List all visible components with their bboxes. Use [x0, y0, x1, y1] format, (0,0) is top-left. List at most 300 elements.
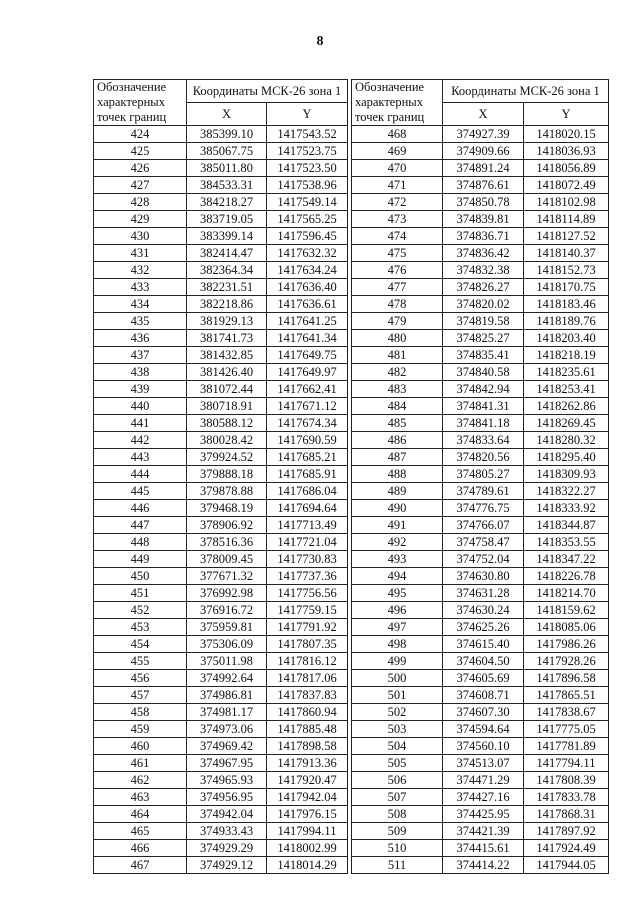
coord-x-cell: 374841.31 — [443, 398, 524, 415]
coord-y-cell: 1417713.49 — [267, 517, 348, 534]
point-number-cell: 446 — [94, 500, 187, 517]
coord-y-cell: 1418218.19 — [524, 347, 609, 364]
point-number-cell: 435 — [94, 313, 187, 330]
coord-y-cell: 1417986.26 — [524, 636, 609, 653]
coord-y-cell: 1417523.50 — [267, 160, 348, 177]
coord-y-cell: 1417781.89 — [524, 738, 609, 755]
table-row — [94, 619, 348, 636]
point-number-cell: 436 — [94, 330, 187, 347]
table-row — [94, 143, 348, 160]
point-number-cell: 456 — [94, 670, 187, 687]
coord-x-cell: 374425.95 — [443, 806, 524, 823]
point-number-cell: 477 — [352, 279, 443, 296]
table-row — [352, 534, 609, 551]
table-row — [352, 585, 609, 602]
coord-x-cell: 375011.98 — [187, 653, 267, 670]
table-row — [94, 177, 348, 194]
table-row — [352, 840, 609, 857]
coord-y-cell: 1418114.89 — [524, 211, 609, 228]
table-row — [94, 636, 348, 653]
coord-y-cell: 1417674.34 — [267, 415, 348, 432]
table-row — [352, 483, 609, 500]
point-number-cell: 460 — [94, 738, 187, 755]
point-number-cell: 486 — [352, 432, 443, 449]
coord-y-cell: 1417756.56 — [267, 585, 348, 602]
point-number-cell: 450 — [94, 568, 187, 585]
coord-x-cell: 374835.41 — [443, 347, 524, 364]
coordinates-table-left — [93, 79, 348, 874]
coord-y-cell: 1417671.12 — [267, 398, 348, 415]
coord-y-cell: 1417549.14 — [267, 194, 348, 211]
point-number-cell: 426 — [94, 160, 187, 177]
coord-x-cell: 379878.88 — [187, 483, 267, 500]
coord-x-cell: 384218.27 — [187, 194, 267, 211]
point-number-cell: 487 — [352, 449, 443, 466]
table-row — [352, 857, 609, 874]
point-number-cell: 454 — [94, 636, 187, 653]
coord-x-cell: 374842.94 — [443, 381, 524, 398]
coord-x-cell: 384533.31 — [187, 177, 267, 194]
coord-y-cell: 1418344.87 — [524, 517, 609, 534]
coord-y-cell: 1418014.29 — [267, 857, 348, 874]
point-number-cell: 478 — [352, 296, 443, 313]
table-row — [94, 721, 348, 738]
coord-y-cell: 1418295.40 — [524, 449, 609, 466]
table-row — [352, 772, 609, 789]
table-row — [94, 313, 348, 330]
point-number-cell: 439 — [94, 381, 187, 398]
table-row — [352, 738, 609, 755]
point-number-cell: 441 — [94, 415, 187, 432]
table-row — [352, 364, 609, 381]
point-number-cell: 502 — [352, 704, 443, 721]
coord-x-cell: 374986.81 — [187, 687, 267, 704]
coord-x-cell: 374560.10 — [443, 738, 524, 755]
point-number-cell: 429 — [94, 211, 187, 228]
point-number-cell: 444 — [94, 466, 187, 483]
point-number-cell: 500 — [352, 670, 443, 687]
point-number-cell: 438 — [94, 364, 187, 381]
table-row — [94, 398, 348, 415]
coord-x-cell: 374909.66 — [443, 143, 524, 160]
table-row — [94, 330, 348, 347]
coord-y-cell: 1418309.93 — [524, 466, 609, 483]
point-number-cell: 496 — [352, 602, 443, 619]
header-coordinates: Координаты МСК-26 зона 1 — [443, 80, 609, 103]
coord-y-cell: 1418353.55 — [524, 534, 609, 551]
point-number-cell: 447 — [94, 517, 187, 534]
coord-y-cell: 1418102.98 — [524, 194, 609, 211]
table-row — [94, 449, 348, 466]
coord-y-cell: 1417976.15 — [267, 806, 348, 823]
table-row — [352, 602, 609, 619]
point-number-cell: 437 — [94, 347, 187, 364]
coord-x-cell: 378009.45 — [187, 551, 267, 568]
coord-x-cell: 374929.29 — [187, 840, 267, 857]
point-number-cell: 445 — [94, 483, 187, 500]
point-number-cell: 431 — [94, 245, 187, 262]
coord-x-cell: 374594.64 — [443, 721, 524, 738]
table-row — [352, 381, 609, 398]
table-row — [94, 500, 348, 517]
coord-y-cell: 1417634.24 — [267, 262, 348, 279]
table-row — [352, 755, 609, 772]
coord-x-cell: 379888.18 — [187, 466, 267, 483]
table-row — [94, 704, 348, 721]
coord-y-cell: 1418262.86 — [524, 398, 609, 415]
coord-x-cell: 382364.34 — [187, 262, 267, 279]
coord-x-cell: 374630.24 — [443, 602, 524, 619]
coord-x-cell: 374942.04 — [187, 806, 267, 823]
coord-x-cell: 374956.95 — [187, 789, 267, 806]
header-point-designation: Обозначение характерных точек границ — [94, 80, 187, 126]
table-row — [352, 500, 609, 517]
point-number-cell: 470 — [352, 160, 443, 177]
table-row — [352, 449, 609, 466]
coord-x-cell: 374805.27 — [443, 466, 524, 483]
header-x: X — [187, 103, 267, 126]
point-number-cell: 432 — [94, 262, 187, 279]
point-number-cell: 482 — [352, 364, 443, 381]
coord-y-cell: 1417694.64 — [267, 500, 348, 517]
point-number-cell: 453 — [94, 619, 187, 636]
table-row — [94, 551, 348, 568]
point-number-cell: 509 — [352, 823, 443, 840]
coord-x-cell: 374981.17 — [187, 704, 267, 721]
table-row — [94, 364, 348, 381]
point-number-cell: 424 — [94, 126, 187, 143]
header-x: X — [443, 103, 524, 126]
point-number-cell: 425 — [94, 143, 187, 160]
coord-y-cell: 1418253.41 — [524, 381, 609, 398]
table-row — [94, 347, 348, 364]
coord-y-cell: 1417632.32 — [267, 245, 348, 262]
point-number-cell: 467 — [94, 857, 187, 874]
point-number-cell: 472 — [352, 194, 443, 211]
coordinates-table-right — [351, 79, 609, 874]
table-row — [352, 211, 609, 228]
coord-y-cell: 1417913.36 — [267, 755, 348, 772]
point-number-cell: 489 — [352, 483, 443, 500]
point-number-cell: 492 — [352, 534, 443, 551]
table-row — [352, 415, 609, 432]
table-row — [94, 806, 348, 823]
table-row — [94, 857, 348, 874]
point-number-cell: 457 — [94, 687, 187, 704]
point-number-cell: 458 — [94, 704, 187, 721]
coord-y-cell: 1417896.58 — [524, 670, 609, 687]
table-row — [352, 517, 609, 534]
table-row — [94, 194, 348, 211]
coord-x-cell: 381072.44 — [187, 381, 267, 398]
point-number-cell: 468 — [352, 126, 443, 143]
coord-y-cell: 1418333.92 — [524, 500, 609, 517]
coord-y-cell: 1417794.11 — [524, 755, 609, 772]
coord-y-cell: 1417523.75 — [267, 143, 348, 160]
table-row — [94, 789, 348, 806]
coord-x-cell: 381426.40 — [187, 364, 267, 381]
table-row — [352, 245, 609, 262]
coord-x-cell: 382218.86 — [187, 296, 267, 313]
coord-x-cell: 380718.91 — [187, 398, 267, 415]
coord-y-cell: 1417690.59 — [267, 432, 348, 449]
coord-x-cell: 374933.43 — [187, 823, 267, 840]
coord-x-cell: 374965.93 — [187, 772, 267, 789]
table-row — [352, 279, 609, 296]
coord-y-cell: 1417944.05 — [524, 857, 609, 874]
table-row — [94, 381, 348, 398]
point-number-cell: 479 — [352, 313, 443, 330]
point-number-cell: 491 — [352, 517, 443, 534]
point-number-cell: 464 — [94, 806, 187, 823]
table-row — [352, 398, 609, 415]
coord-y-cell: 1417942.04 — [267, 789, 348, 806]
coord-y-cell: 1417860.94 — [267, 704, 348, 721]
point-number-cell: 504 — [352, 738, 443, 755]
coord-y-cell: 1417833.78 — [524, 789, 609, 806]
coord-y-cell: 1417837.83 — [267, 687, 348, 704]
coord-y-cell: 1417865.51 — [524, 687, 609, 704]
coord-x-cell: 380028.42 — [187, 432, 267, 449]
coord-x-cell: 374992.64 — [187, 670, 267, 687]
coord-y-cell: 1418170.75 — [524, 279, 609, 296]
coord-y-cell: 1418183.46 — [524, 296, 609, 313]
coord-x-cell: 374630.80 — [443, 568, 524, 585]
coord-y-cell: 1417730.83 — [267, 551, 348, 568]
coord-x-cell: 374969.42 — [187, 738, 267, 755]
coord-y-cell: 1417775.05 — [524, 721, 609, 738]
table-row — [352, 823, 609, 840]
coord-x-cell: 374826.27 — [443, 279, 524, 296]
table-row — [352, 568, 609, 585]
point-number-cell: 511 — [352, 857, 443, 874]
coord-x-cell: 374825.27 — [443, 330, 524, 347]
coord-y-cell: 1417596.45 — [267, 228, 348, 245]
point-number-cell: 434 — [94, 296, 187, 313]
coord-y-cell: 1417817.06 — [267, 670, 348, 687]
coord-y-cell: 1417538.96 — [267, 177, 348, 194]
point-number-cell: 442 — [94, 432, 187, 449]
coord-y-cell: 1418152.73 — [524, 262, 609, 279]
table-row — [94, 211, 348, 228]
coord-x-cell: 374604.50 — [443, 653, 524, 670]
coord-y-cell: 1418235.61 — [524, 364, 609, 381]
point-number-cell: 493 — [352, 551, 443, 568]
table-row — [94, 585, 348, 602]
coord-x-cell: 374414.22 — [443, 857, 524, 874]
coord-x-cell: 374929.12 — [187, 857, 267, 874]
coord-y-cell: 1417685.21 — [267, 449, 348, 466]
point-number-cell: 471 — [352, 177, 443, 194]
point-number-cell: 507 — [352, 789, 443, 806]
coord-y-cell: 1418072.49 — [524, 177, 609, 194]
point-number-cell: 501 — [352, 687, 443, 704]
table-row — [352, 228, 609, 245]
point-number-cell: 497 — [352, 619, 443, 636]
coord-y-cell: 1417649.97 — [267, 364, 348, 381]
table-row — [94, 602, 348, 619]
table-row — [352, 126, 609, 143]
point-number-cell: 476 — [352, 262, 443, 279]
table-row — [352, 721, 609, 738]
coord-x-cell: 374820.02 — [443, 296, 524, 313]
point-number-cell: 466 — [94, 840, 187, 857]
coord-y-cell: 1417649.75 — [267, 347, 348, 364]
point-number-cell: 481 — [352, 347, 443, 364]
table-row — [352, 296, 609, 313]
table-row — [94, 653, 348, 670]
coord-y-cell: 1417791.92 — [267, 619, 348, 636]
table-row — [94, 245, 348, 262]
table-row — [94, 228, 348, 245]
coord-x-cell: 374471.29 — [443, 772, 524, 789]
coord-y-cell: 1417662.41 — [267, 381, 348, 398]
coord-x-cell: 385011.80 — [187, 160, 267, 177]
coord-y-cell: 1418159.62 — [524, 602, 609, 619]
coord-x-cell: 374967.95 — [187, 755, 267, 772]
coord-y-cell: 1417928.26 — [524, 653, 609, 670]
point-number-cell: 451 — [94, 585, 187, 602]
table-row — [94, 279, 348, 296]
page-number: 8 — [316, 34, 324, 49]
coord-y-cell: 1417565.25 — [267, 211, 348, 228]
coord-x-cell: 374876.61 — [443, 177, 524, 194]
header-y: Y — [267, 103, 348, 126]
table-row — [352, 177, 609, 194]
coord-x-cell: 374850.78 — [443, 194, 524, 211]
point-number-cell: 459 — [94, 721, 187, 738]
coord-x-cell: 374615.40 — [443, 636, 524, 653]
table-row — [352, 806, 609, 823]
header-coordinates: Координаты МСК-26 зона 1 — [187, 80, 348, 103]
coord-y-cell: 1417636.61 — [267, 296, 348, 313]
coord-x-cell: 374415.61 — [443, 840, 524, 857]
coord-y-cell: 1417898.58 — [267, 738, 348, 755]
coord-y-cell: 1417686.04 — [267, 483, 348, 500]
point-number-cell: 488 — [352, 466, 443, 483]
coord-y-cell: 1418189.76 — [524, 313, 609, 330]
point-number-cell: 469 — [352, 143, 443, 160]
coord-y-cell: 1417543.52 — [267, 126, 348, 143]
coord-x-cell: 374820.56 — [443, 449, 524, 466]
table-row — [352, 670, 609, 687]
coord-y-cell: 1417808.39 — [524, 772, 609, 789]
coord-y-cell: 1418127.52 — [524, 228, 609, 245]
coord-y-cell: 1417868.31 — [524, 806, 609, 823]
coord-y-cell: 1418085.06 — [524, 619, 609, 636]
coord-x-cell: 376992.98 — [187, 585, 267, 602]
table-row — [352, 160, 609, 177]
point-number-cell: 506 — [352, 772, 443, 789]
coord-x-cell: 377671.32 — [187, 568, 267, 585]
point-number-cell: 510 — [352, 840, 443, 857]
point-number-cell: 465 — [94, 823, 187, 840]
table-row — [94, 432, 348, 449]
coord-x-cell: 374631.28 — [443, 585, 524, 602]
coord-y-cell: 1417838.67 — [524, 704, 609, 721]
coord-x-cell: 374608.71 — [443, 687, 524, 704]
point-number-cell: 475 — [352, 245, 443, 262]
point-number-cell: 495 — [352, 585, 443, 602]
coord-y-cell: 1417994.11 — [267, 823, 348, 840]
table-row — [94, 126, 348, 143]
point-number-cell: 499 — [352, 653, 443, 670]
coord-x-cell: 380588.12 — [187, 415, 267, 432]
coord-x-cell: 374891.24 — [443, 160, 524, 177]
coord-x-cell: 374839.81 — [443, 211, 524, 228]
coord-x-cell: 374607.30 — [443, 704, 524, 721]
coord-x-cell: 374421.39 — [443, 823, 524, 840]
table-row — [94, 517, 348, 534]
table-row — [94, 415, 348, 432]
point-number-cell: 462 — [94, 772, 187, 789]
point-number-cell: 443 — [94, 449, 187, 466]
point-number-cell: 474 — [352, 228, 443, 245]
table-row — [352, 347, 609, 364]
coord-y-cell: 1418214.70 — [524, 585, 609, 602]
table-row — [352, 636, 609, 653]
coord-y-cell: 1417721.04 — [267, 534, 348, 551]
coord-x-cell: 376916.72 — [187, 602, 267, 619]
coord-y-cell: 1418203.40 — [524, 330, 609, 347]
table-row — [352, 313, 609, 330]
coord-y-cell: 1418322.27 — [524, 483, 609, 500]
point-number-cell: 480 — [352, 330, 443, 347]
coord-x-cell: 374625.26 — [443, 619, 524, 636]
coord-y-cell: 1418269.45 — [524, 415, 609, 432]
point-number-cell: 485 — [352, 415, 443, 432]
coord-x-cell: 374605.69 — [443, 670, 524, 687]
point-number-cell: 455 — [94, 653, 187, 670]
coord-x-cell: 374427.16 — [443, 789, 524, 806]
table-row — [352, 466, 609, 483]
table-row — [94, 755, 348, 772]
coord-x-cell: 374752.04 — [443, 551, 524, 568]
table-row — [352, 143, 609, 160]
point-number-cell: 503 — [352, 721, 443, 738]
table-row — [352, 432, 609, 449]
coord-x-cell: 374840.58 — [443, 364, 524, 381]
coord-x-cell: 385067.75 — [187, 143, 267, 160]
point-number-cell: 508 — [352, 806, 443, 823]
coord-y-cell: 1417641.34 — [267, 330, 348, 347]
point-number-cell: 428 — [94, 194, 187, 211]
coord-y-cell: 1417816.12 — [267, 653, 348, 670]
coord-x-cell: 374766.07 — [443, 517, 524, 534]
coord-x-cell: 381929.13 — [187, 313, 267, 330]
point-number-cell: 483 — [352, 381, 443, 398]
coord-y-cell: 1418002.99 — [267, 840, 348, 857]
point-number-cell: 433 — [94, 279, 187, 296]
point-number-cell: 463 — [94, 789, 187, 806]
coord-y-cell: 1418036.93 — [524, 143, 609, 160]
coord-x-cell: 374832.38 — [443, 262, 524, 279]
table-row — [94, 568, 348, 585]
coord-y-cell: 1417924.49 — [524, 840, 609, 857]
coord-y-cell: 1417737.36 — [267, 568, 348, 585]
coord-y-cell: 1418056.89 — [524, 160, 609, 177]
table-row — [94, 687, 348, 704]
table-row — [352, 704, 609, 721]
table-row — [94, 262, 348, 279]
table-row — [94, 160, 348, 177]
table-row — [94, 466, 348, 483]
coord-y-cell: 1418140.37 — [524, 245, 609, 262]
table-row — [352, 551, 609, 568]
table-row — [352, 194, 609, 211]
table-row — [352, 262, 609, 279]
coord-x-cell: 382231.51 — [187, 279, 267, 296]
